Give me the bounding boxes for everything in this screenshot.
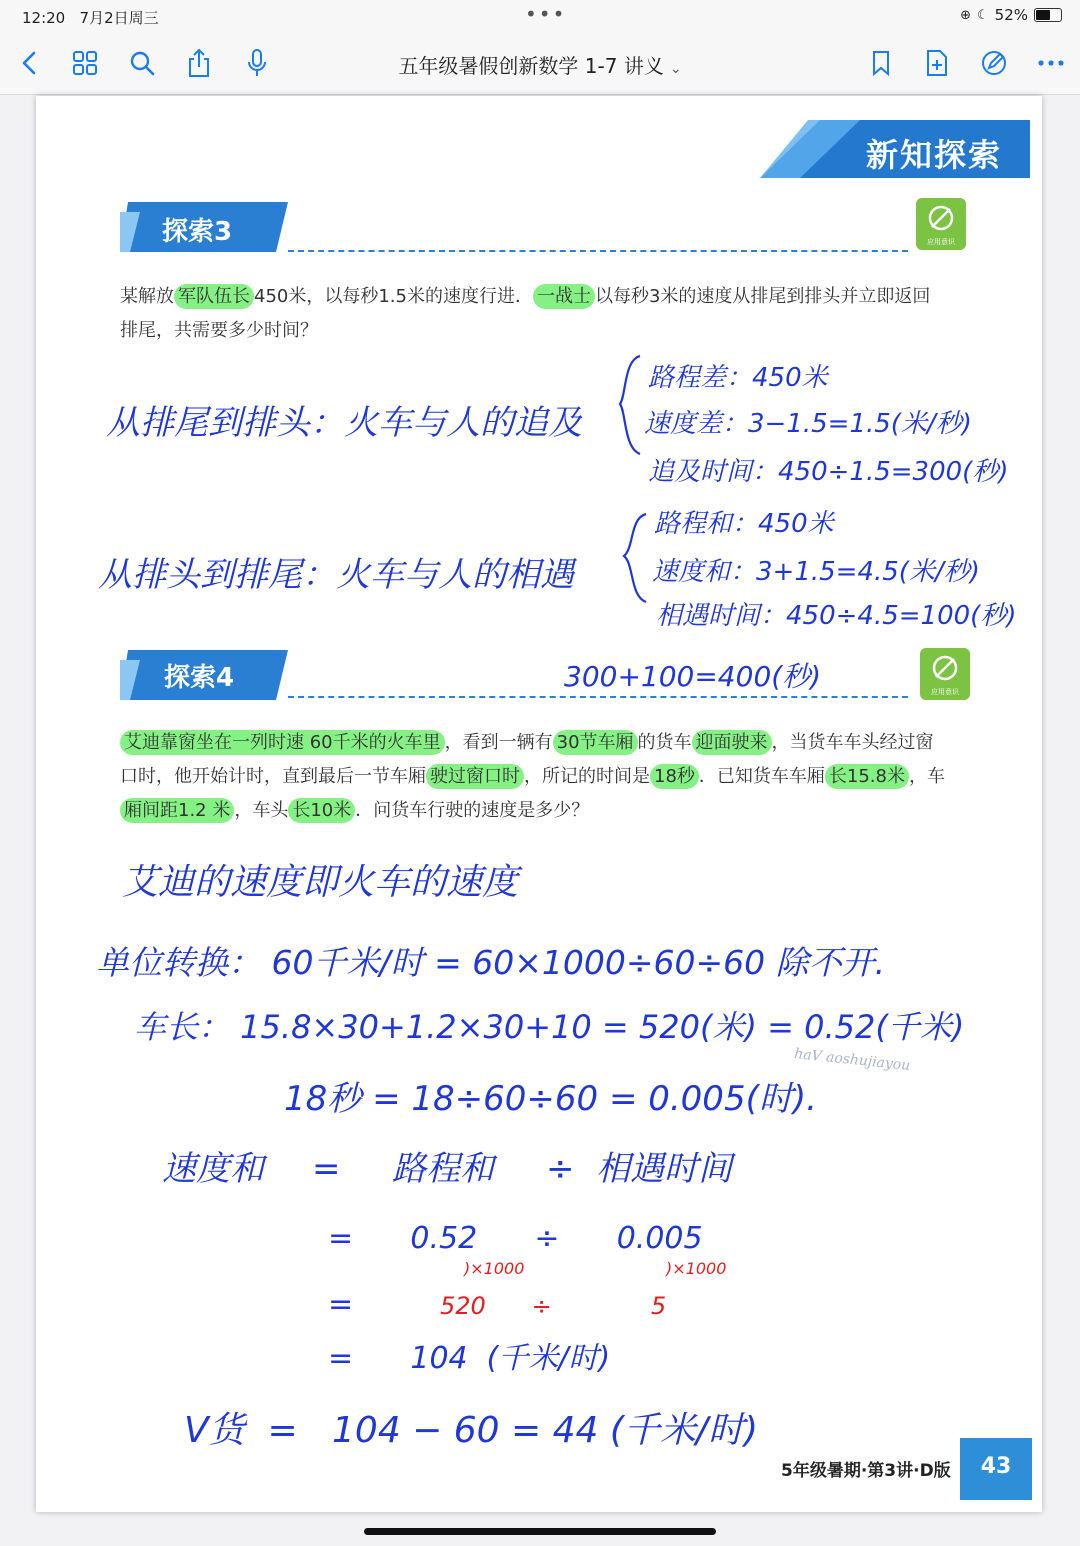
hw-s3-b-left: 从排头到排尾：火车与人的相遇 (98, 555, 574, 595)
hw-s4-6r2: )×1000 (666, 1259, 727, 1278)
bookmark-icon[interactable] (864, 46, 898, 80)
section4-problem: 艾迪靠窗坐在一列时速 60千米的火车里 ，看到一辆有 30节车厢 的货车 迎面驶来 ，当货车车头经过窗 口时，他开始计时，直到最后一节车厢 驶过窗口时 ，所记的时间是 18秒 ．已知货车车厢 长15.8米 ，车 厢间距1.2 米 ，车头 长10米 ．问货车行驶的速度是多少？ (120, 732, 945, 821)
toolbar (0, 32, 1080, 95)
moon-icon: ☾ (977, 7, 989, 23)
hw-s4-5c: 路程和 (392, 1149, 494, 1189)
status-bar (0, 0, 1080, 32)
hw-s4-5a: 速度和 (162, 1149, 264, 1189)
handwriting-layer (36, 96, 1042, 1512)
hw-s4-1: 艾迪的速度即火车的速度 (122, 862, 519, 903)
hw-s3-a-1: 路程差：450米 (648, 363, 828, 393)
hw-s4-7b: 520 ÷ 5 (440, 1292, 667, 1320)
add-page-icon[interactable] (920, 46, 954, 80)
hw-s4-5b: = (312, 1149, 341, 1189)
hw-s4-5e: 相遇时间 (596, 1149, 732, 1189)
banner-title: 新知探索 (865, 136, 1002, 174)
multitasking-dots-icon[interactable]: ••• (525, 2, 567, 26)
hw-s3-a-left: 从排尾到排头：火车与人的追及 (106, 403, 582, 443)
home-indicator[interactable] (364, 1528, 716, 1535)
section3-problem: 某解放 军队伍长 450米，以每秒1.5米的速度行进． 一战士 以每秒3米的速度从排尾到排头并立即返回 排尾，共需要多少时间？ (120, 286, 931, 341)
location-icon: ⊕ (960, 7, 971, 23)
hw-s3-b-2: 速度和：3+1.5=4.5(米/秒) (652, 557, 980, 587)
section4-label: 探索4 (164, 663, 235, 693)
chevron-down-icon[interactable]: ⌄ (669, 61, 682, 77)
watermark: haV aoshujiayou (793, 1045, 911, 1075)
more-icon[interactable] (1034, 46, 1068, 80)
hw-s4-4: 18秒 = 18÷60÷60 = 0.005(时). (284, 1079, 817, 1119)
document-title[interactable]: 五年级暑假创新数学 1-7 讲义 ⌄ (398, 54, 682, 78)
hw-s4-5d: ÷ (546, 1149, 575, 1189)
hw-s4-7a: = (328, 1287, 354, 1322)
brace-mark (620, 356, 640, 454)
hw-s4-6r1: )×1000 (464, 1259, 525, 1278)
section3-label: 探索3 (162, 217, 233, 247)
section3-app-badge: 应用意识 (916, 198, 966, 250)
page-number: 43 (980, 1454, 1012, 1479)
hw-s3-b-1: 路程和：450米 (654, 509, 834, 539)
hw-s4-9: V货 = 104 − 60 = 44 (千米/时) (184, 1410, 759, 1451)
hw-s4-2: 单位转换： 60千米/时 = 60×1000÷60÷60 除不开. (96, 943, 886, 982)
footer-edition: 5年级暑期·第3讲·D版 (781, 1461, 951, 1481)
section4-app-badge: 应用意识 (920, 648, 970, 700)
hw-s4-3: 车长： 15.8×30+1.2×30+10 = 520(米) = 0.52(千米) (134, 1008, 965, 1046)
hw-s3-a-3: 追及时间：450÷1.5=300(秒) (648, 457, 1009, 487)
hw-s3-b-3: 相遇时间：450÷4.5=100(秒) (656, 601, 1017, 631)
brace-mark (624, 514, 646, 602)
hw-s4-6: = 0.52 ÷ 0.005 (328, 1221, 703, 1256)
hw-s4-8: = 104 (千米/时) (328, 1341, 611, 1376)
document-page (36, 96, 1042, 1512)
battery-percent: 52% (994, 6, 1028, 24)
hw-s3-a-2: 速度差：3−1.5=1.5(米/秒) (644, 409, 972, 439)
hw-s3-total: 300+100=400(秒) (564, 660, 822, 693)
markup-pen-icon[interactable] (977, 46, 1011, 80)
status-right (960, 6, 1062, 24)
battery-icon (1034, 8, 1062, 22)
status-time: 12:20 7月2日周三 (22, 9, 159, 27)
